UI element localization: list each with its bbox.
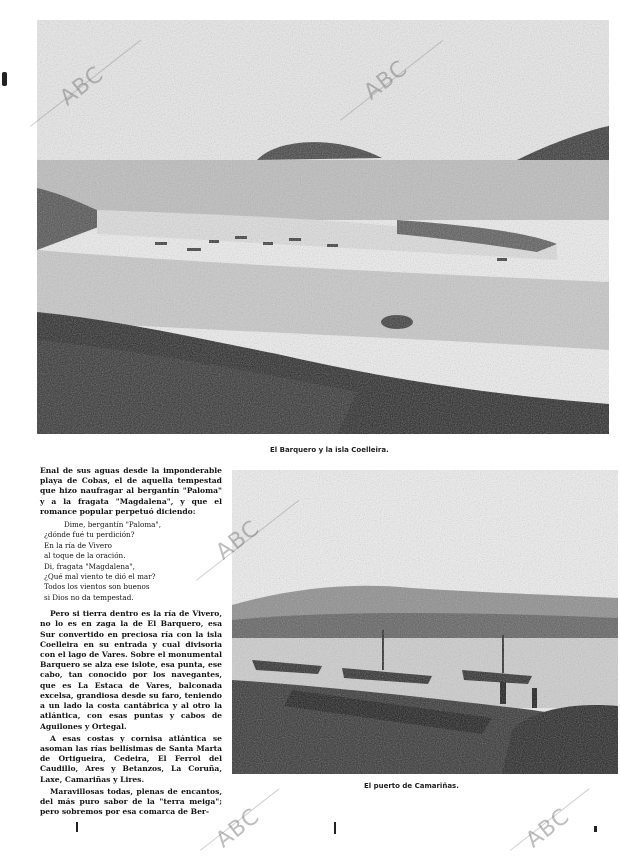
photo-el-barquero-image [37, 20, 609, 434]
photo-caption: El Barquero y la isla Coelleira. [270, 446, 389, 454]
watermark-abc: ABC [521, 803, 575, 854]
watermark-abc: ABC [211, 803, 265, 854]
article-paragraph: Maravillosas todas, plenas de encantos, del más puro sabor de la "terra meiga"; pero sobremos por esa comarca de Ber- [40, 786, 222, 817]
poem-line: ¿Qué mal viento te dió el mar? [44, 572, 156, 582]
poem-line: Todos los vientos son buenos [44, 582, 150, 592]
poem-line: si Dios no da tempestad. [44, 592, 134, 602]
watermark-abc: ABC [359, 55, 413, 106]
photo-el-barquero [37, 20, 609, 434]
romance-poem [40, 520, 222, 603]
photo-camarinas [232, 470, 618, 774]
scan-mark [594, 826, 597, 832]
article-paragraph: Enal de sus aguas desde la imponderable playa de Cobas, el de aquella tempestad que hizo naufragar al bergantín "Paloma" y a la fragata "Magdalena", y que el romance popular perpetuó diciendo: [40, 466, 222, 516]
scan-mark [334, 822, 336, 834]
watermark-abc: ABC [55, 61, 109, 112]
scan-mark [76, 822, 78, 832]
article-paragraph: A esas costas y cornisa atlántica se asoman las rías bellísimas de Santa Marta de Ortigueira, Cedeira, El Ferrol del Caudillo, Ares y Betanzos, La Coruña, Laxe, Camariñas y Lires. [40, 733, 222, 784]
watermark-abc: ABC [211, 515, 265, 566]
poem-line: Dime, bergantín "Paloma", [64, 520, 162, 530]
poem-line: Di, fragata "Magdalena", [44, 561, 135, 571]
photo-caption: El puerto de Camariñas. [364, 782, 459, 790]
article-paragraph: Pero si tierra dentro es la ría de Vivero, no lo es en zaga la de El Barquero, esa Sur convertido en preciosa ría con la isla Coelleira en su entrada y cual divisoria con el lago de Vares. Sobre el monumental Barquero se alza ese islote, esa punta, ese cabo, tan conocido por los navegantes, que es La Estaca de Vares, balconada excelsa, grandiosa desde su faro, teniendo a un lado la costa cantábrica y al otro la atlántica, con esas puntas y cabos de Aguilones y Ortegal. [40, 609, 222, 731]
poem-line: En la ría de Vivero [44, 540, 112, 550]
article-column [40, 466, 222, 819]
photo-camarinas-image [232, 470, 618, 774]
poem-line: al toque de la oración. [44, 551, 126, 561]
poem-line: ¿dónde fué tu perdición? [44, 530, 135, 540]
scan-mark [2, 72, 7, 86]
